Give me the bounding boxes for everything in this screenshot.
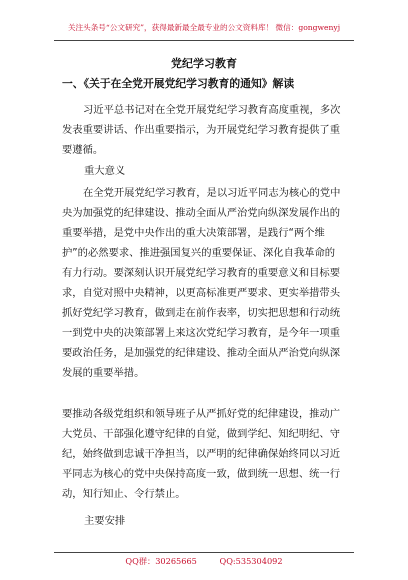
footer-qq-group: QQ群：30265665 <box>125 556 197 566</box>
body-paragraph-2 <box>62 404 344 504</box>
intro-paragraph <box>62 100 344 160</box>
section-heading: 一、《关于在全党开展党纪学习教育的通知》解读 <box>62 77 295 90</box>
body-text-2: 要推动各级党组织和领导班子从严抓好党的纪律建设，推动广大党员、干部强化遵守纪律的自觉，做到学纪、知纪明纪、守纪，始终做到忠诚干净担当，以严明的纪律确保始终同以习近平同志为核心的党中央保持高度一致，做到统一思想、统一行动，知行知止、令行禁止。 <box>62 408 341 500</box>
header-divider <box>54 40 354 41</box>
footer-qq: QQ:535304092 <box>219 556 283 566</box>
footer-divider <box>54 552 354 553</box>
intro-text: 习近平总书记对在全党开展党纪学习教育高度重视，多次发表重要讲话、作出重要指示，为开展党纪学习教育提供了重要遵循。 <box>62 104 341 156</box>
footer <box>0 556 408 567</box>
body-paragraph-1 <box>62 183 344 383</box>
document-title: 党纪学习教育 <box>171 57 237 70</box>
header-banner: 关注头条号“公文研究”，获得最新最全最专业的公文资料库！ 微信：gongwenyj <box>67 23 341 32</box>
body-text-1: 在全党开展党纪学习教育，是以习近平同志为核心的党中央为加强党的纪律建设、推动全面从严治党向纵深发展作出的重要举措，是党中央作出的重大决策部署，是践行“两个维护”的必然要求、推进强国复兴的重要保证、深化自我革命的有力行动。要深刻认识开展党纪学习教育的重要意义和目标要求，自觉对照中央精神，以更高标准更严要求、更实举措带头抓好党纪学习教育，做到走在前作表率，切实把思想和行动统一到党中央的决策部署上来这次党纪学习教育，是今年一项重要政治任务，是加强党的纪律建设、推动全面从严治党向纵深发展的重要举措。 <box>62 187 341 379</box>
subheading-arrangements: 主要安排 <box>84 515 126 527</box>
subheading-significance: 重大意义 <box>84 165 126 177</box>
